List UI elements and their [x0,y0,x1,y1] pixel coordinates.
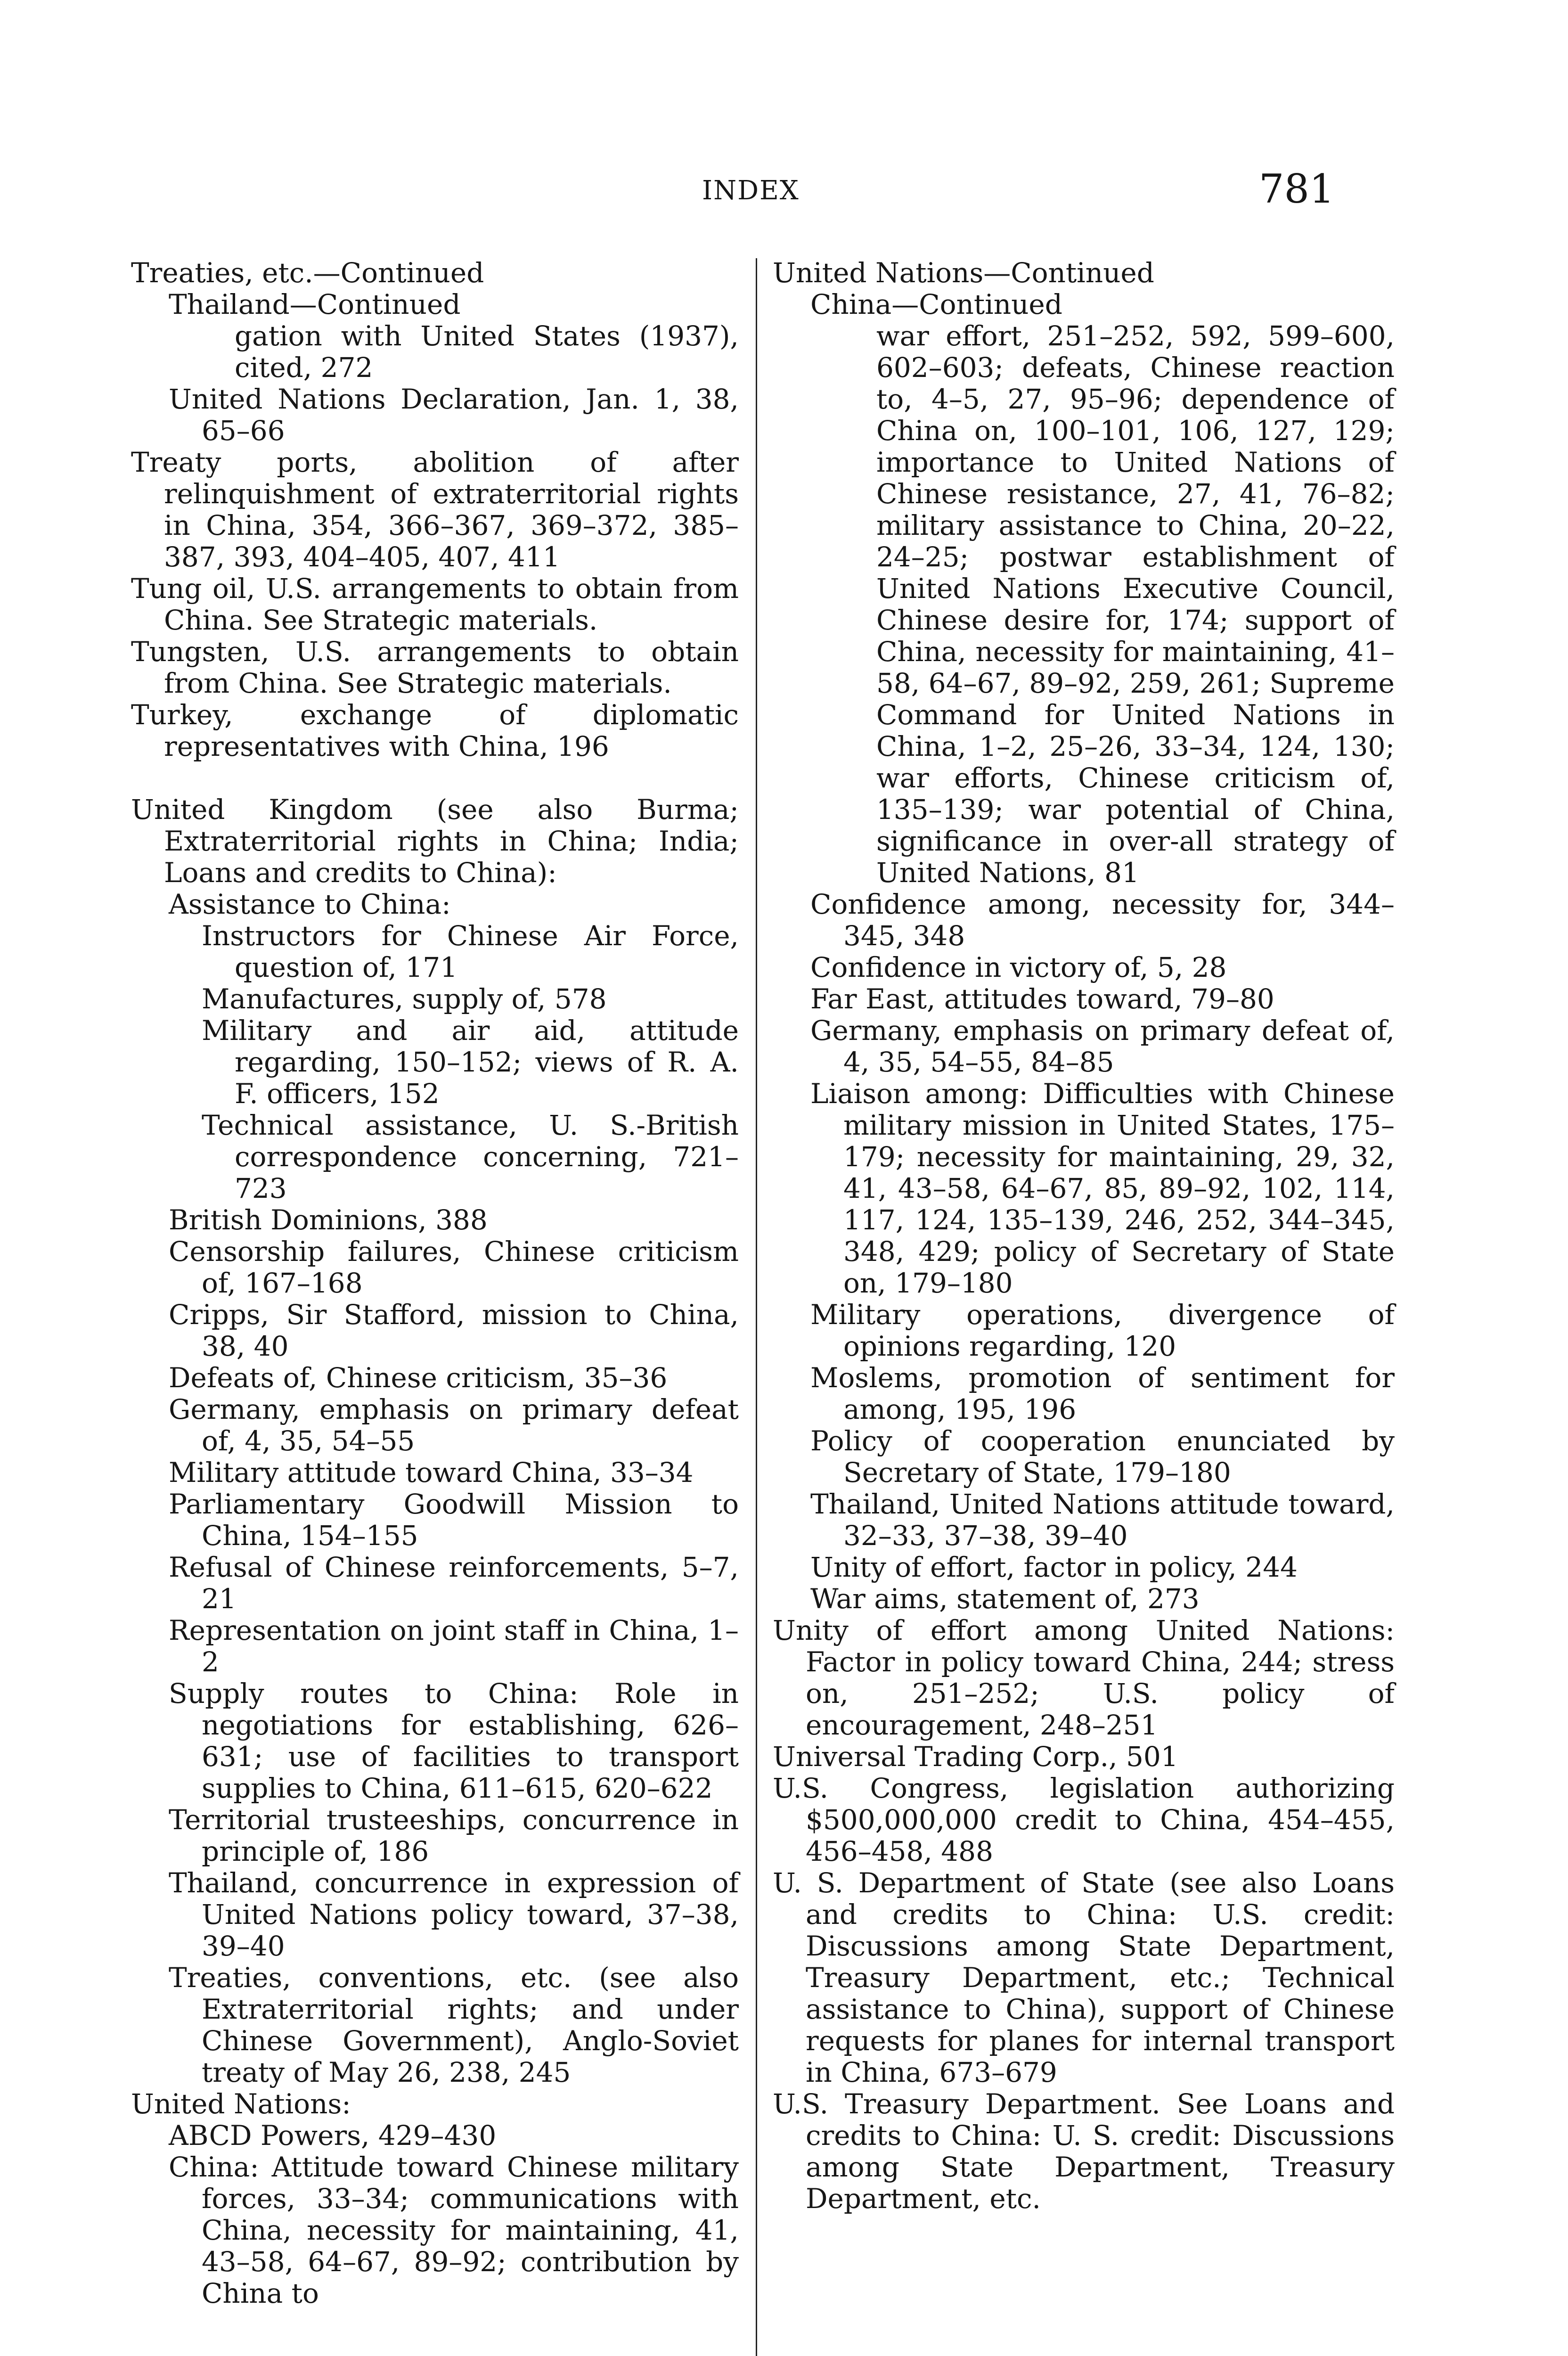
index-subentry: Germany, emphasis on primary defeat of, 4, 35, 54–55, 84–85 [810,1014,1395,1078]
index-subentry: Far East, attitudes toward, 79–80 [810,983,1274,1015]
index-entry: Unity of effort among United Nations: Factor in policy toward China, 244; stress on, 251–252; U.S. policy of encouragement, 248–251 [773,1614,1395,1741]
index-subentry: Manufactures, supply of, 578 [202,983,607,1015]
index-entry: United Nations—Continued [773,257,1154,289]
index-subentry: China: Attitude toward Chinese military forces, 33–34; communications with China, necessity for maintaining, 41, 43–58, 64–67, 89–92; contribution by China to [169,2151,739,2309]
index-subentry: Confidence among, necessity for, 344–345, 348 [810,888,1395,952]
index-entry: Treaty ports, abolition of after relinquishment of extraterritorial rights in China, 354, 366–367, 369–372, 385–387, 393, 404–405, 407, 411 [131,446,739,573]
index-entry: U.S. Congress, legislation authorizing $500,000,000 credit to China, 454–455, 456–458, 488 [773,1772,1395,1867]
index-entry: Universal Trading Corp., 501 [773,1741,1178,1773]
index-subentry: Military operations, divergence of opinions regarding, 120 [810,1299,1395,1362]
index-subentry: war effort, 251–252, 592, 599–600, 602–603; defeats, Chinese reaction to, 4–5, 27, 95–96; dependence of China on, 100–101, 106, 127, 129; importance to United Nations of Chinese resistance, 27, 41, 76–82; military assistance to China, 20–22, 24–25; postwar establishment of United Nations Executive Council, Chinese desire for, 174; support of China, necessity for maintaining, 41–58, 64–67, 89–92, 259, 261; Supreme Command for United Nations in China, 1–2, 25–26, 33–34, 124, 130; war efforts, Chinese criticism of, 135–139; war potential of China, significance in over-all strategy of United Nations, 81 [876,320,1395,889]
index-entry: U.S. Treasury Department. See Loans and credits to China: U. S. credit: Discussions among State Department, Treasury Department, etc. [773,2088,1395,2215]
index-subentry: Germany, emphasis on primary defeat of, 4, 35, 54–55 [169,1393,739,1457]
right-index-column [773,257,1395,2215]
index-subentry: British Dominions, 388 [169,1204,488,1236]
index-subentry: ABCD Powers, 429–430 [169,2119,497,2151]
index-subentry: Parliamentary Goodwill Mission to China, 154–155 [169,1488,739,1552]
column-divider [756,258,757,2356]
index-subentry: Territorial trusteeships, concurrence in principle of, 186 [169,1804,739,1867]
index-subentry: Instructors for Chinese Air Force, question of, 171 [202,920,739,983]
index-subentry: Supply routes to China: Role in negotiations for establishing, 626–631; use of facilities to transport supplies to China, 611–615, 620–622 [169,1677,739,1804]
index-subentry: War aims, statement of, 273 [810,1583,1200,1615]
running-head: INDEX [702,175,800,206]
index-subentry: Confidence in victory of, 5, 28 [810,951,1227,983]
index-subentry: Liaison among: Difficulties with Chinese military mission in United States, 175–179; necessity for maintaining, 29, 32, 41, 43–58, 64–67, 85, 89–92, 102, 114, 117, 124, 135–139, 246, 252, 344–345, 348, 429; policy of Secretary of State on, 179–180 [810,1078,1395,1299]
index-subentry: Defeats of, Chinese criticism, 35–36 [169,1362,668,1394]
index-subentry: Thailand, United Nations attitude toward, 32–33, 37–38, 39–40 [810,1488,1395,1552]
index-subentry: Unity of effort, factor in policy, 244 [810,1551,1298,1583]
index-subentry: Refusal of Chinese reinforcements, 5–7, 21 [169,1551,739,1615]
index-entry: Tungsten, U.S. arrangements to obtain from China. See Strategic materials. [131,636,739,699]
index-subentry: Military and air aid, attitude regarding, 150–152; views of R. A. F. officers, 152 [202,1014,739,1110]
entry-spacer [131,762,739,794]
index-subentry: Technical assistance, U. S.-British correspondence concerning, 721–723 [202,1109,739,1204]
index-subentry: Thailand—Continued [169,288,461,320]
index-subentry: Representation on joint staff in China, 1–2 [169,1614,739,1678]
index-subentry: Censorship failures, Chinese criticism of, 167–168 [169,1235,739,1299]
index-subentry: Assistance to China: [169,888,451,920]
index-entry: U. S. Department of State (see also Loans and credits to China: U.S. credit: Discussions among State Department, Treasury Department, etc.; Technical assistance to China), support of Chinese requests for planes for internal transport in China, 673–679 [773,1867,1395,2088]
index-subentry: Policy of cooperation enunciated by Secretary of State, 179–180 [810,1425,1395,1489]
index-subentry: Treaties, conventions, etc. (see also Extraterritorial rights; and under Chinese Government), Anglo-Soviet treaty of May 26, 238, 245 [169,1962,739,2088]
index-subentry: Moslems, promotion of sentiment for among, 195, 196 [810,1362,1395,1425]
index-subentry: United Nations Declaration, Jan. 1, 38, 65–66 [169,383,739,447]
index-subentry: Cripps, Sir Stafford, mission to China, 38, 40 [169,1299,739,1362]
index-entry: Treaties, etc.—Continued [131,257,484,289]
index-subentry: China—Continued [810,288,1062,320]
index-entry: United Nations: [131,2088,351,2120]
index-entry: Turkey, exchange of diplomatic representatives with China, 196 [131,699,739,762]
index-entry: United Kingdom (see also Burma; Extraterritorial rights in China; India; Loans and credits to China): [131,794,739,889]
index-subentry: Thailand, concurrence in expression of United Nations policy toward, 37–38, 39–40 [169,1867,739,1962]
index-subentry: Military attitude toward China, 33–34 [169,1456,694,1489]
left-index-column [131,257,739,2309]
index-subentry: gation with United States (1937), cited, 272 [235,320,739,384]
page-number: 781 [1259,166,1335,212]
index-entry: Tung oil, U.S. arrangements to obtain from China. See Strategic materials. [131,573,739,636]
